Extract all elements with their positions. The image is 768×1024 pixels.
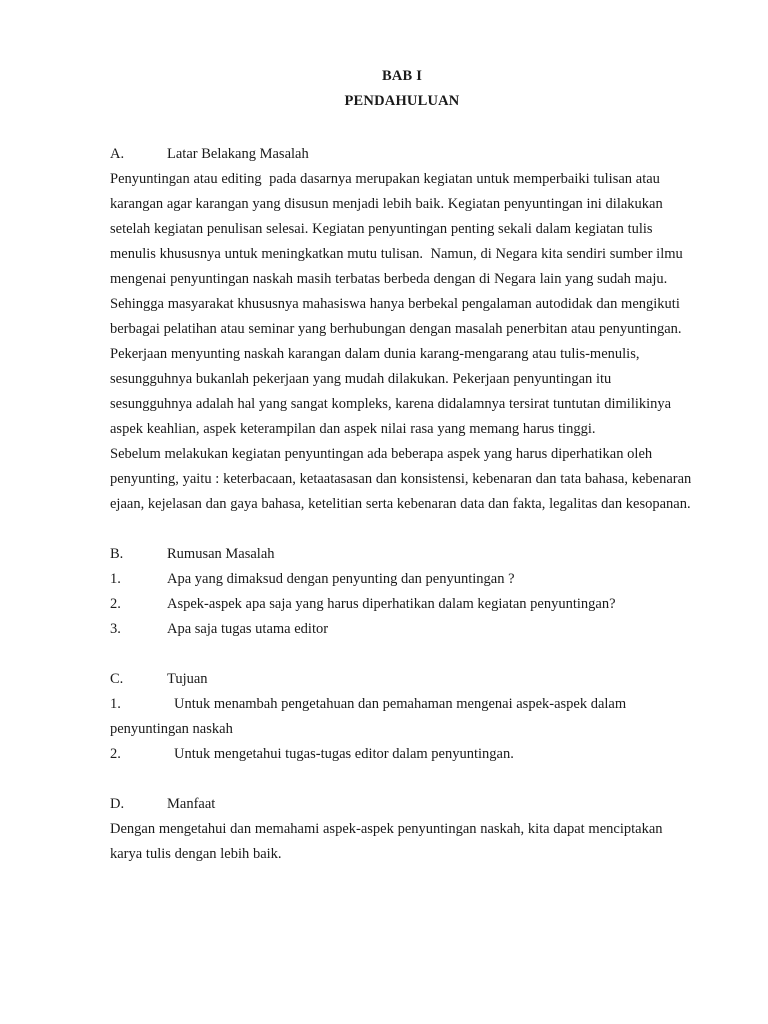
list-item-number: 2.: [110, 746, 121, 762]
title-spacer: [110, 114, 694, 142]
section-label-a: A.: [110, 146, 125, 162]
paragraph-d-1: Dengan mengetahui dan memahami aspek-aspek penyuntingan naskah, kita dapat menciptakan karya tulis dengan lebih baik.: [110, 821, 663, 862]
list-item-text: Apa yang dimaksud dengan penyunting dan penyuntingan ?: [167, 571, 515, 587]
document-text-block: [110, 64, 694, 867]
list-item-text: Aspek-aspek apa saja yang harus diperhatikan dalam kegiatan penyuntingan?: [167, 596, 616, 612]
chapter-title-line-2: PENDAHULUAN: [344, 93, 460, 109]
section-title-a: Latar Belakang Masalah: [167, 146, 309, 162]
section-heading-a: [110, 142, 694, 167]
list-item-text: Untuk mengetahui tugas-tugas editor dalam penyuntingan.: [174, 746, 514, 762]
section-gap-a-b: [110, 517, 694, 542]
list-item: [110, 567, 694, 592]
section-heading-d: [110, 792, 694, 817]
section-gap-c-d: [110, 767, 694, 792]
section-label-b: B.: [110, 546, 124, 562]
paragraph-a-1: Penyuntingan atau editing pada dasarnya merupakan kegiatan untuk memperbaiki tulisan atau karangan agar karangan yang disusun menjadi lebih baik. Kegiatan penyuntingan ini dilakukan setelah kegiatan penulisan selesai. Kegiatan penyuntingan penting sekali dalam kegiatan tulis menulis khususnya untuk meningkatkan mutu tulisan. Namun, di Negara kita sendiri sumber ilmu mengenai penyuntingan naskah masih terbatas berbeda dengan di Negara lain yang sudah maju. Sehingga masyarakat khususnya mahasiswa hanya berbekal pengalaman autodidak dan mengikuti berbagai pelatihan atau seminar yang berhubungan dengan masalah penerbitan atau penyuntingan.: [110, 171, 687, 337]
list-item-number: 1.: [110, 696, 121, 712]
section-gap-b-c: [110, 642, 694, 667]
list-item-text: Untuk menambah pengetahuan dan pemahaman mengenai aspek-aspek dalam penyuntingan naskah: [110, 696, 627, 737]
list-item-number: 3.: [110, 621, 121, 637]
list-item-number: 2.: [110, 596, 121, 612]
section-title-d: Manfaat: [167, 796, 216, 812]
section-title-c: Tujuan: [167, 671, 208, 687]
list-item: [110, 592, 694, 617]
list-item-text: Apa saja tugas utama editor: [167, 621, 329, 637]
section-title-b: Rumusan Masalah: [167, 546, 275, 562]
section-label-d: D.: [110, 796, 125, 812]
list-item-number: 1.: [110, 571, 121, 587]
list-item: [110, 742, 694, 767]
section-label-c: C.: [110, 671, 124, 687]
section-heading-c: [110, 667, 694, 692]
chapter-title-line-1: BAB I: [381, 68, 423, 84]
list-item: [110, 617, 694, 642]
section-heading-b: [110, 542, 694, 567]
paragraph-a-3: Sebelum melakukan kegiatan penyuntingan ada beberapa aspek yang harus diperhatikan oleh penyunting, yaitu : keterbacaan, ketaatasasan dan konsistensi, kebenaran dan tata bahasa, kebenaran ejaan, kejelasan dan gaya bahasa, ketelitian serta kebenaran data dan fakta, legalitas dan kesopanan.: [110, 446, 692, 512]
paragraph-a-2: Pekerjaan menyunting naskah karangan dalam dunia karang-mengarang atau tulis-menulis, sesungguhnya bukanlah pekerjaan yang mudah dilakukan. Pekerjaan penyuntingan itu sesungguhnya adalah hal yang sangat kompleks, karena didalamnya tersirat tuntutan dimilikinya aspek keahlian, aspek keterampilan dan aspek nilai rasa yang memang harus tinggi.: [110, 346, 672, 437]
list-item: [110, 692, 694, 742]
